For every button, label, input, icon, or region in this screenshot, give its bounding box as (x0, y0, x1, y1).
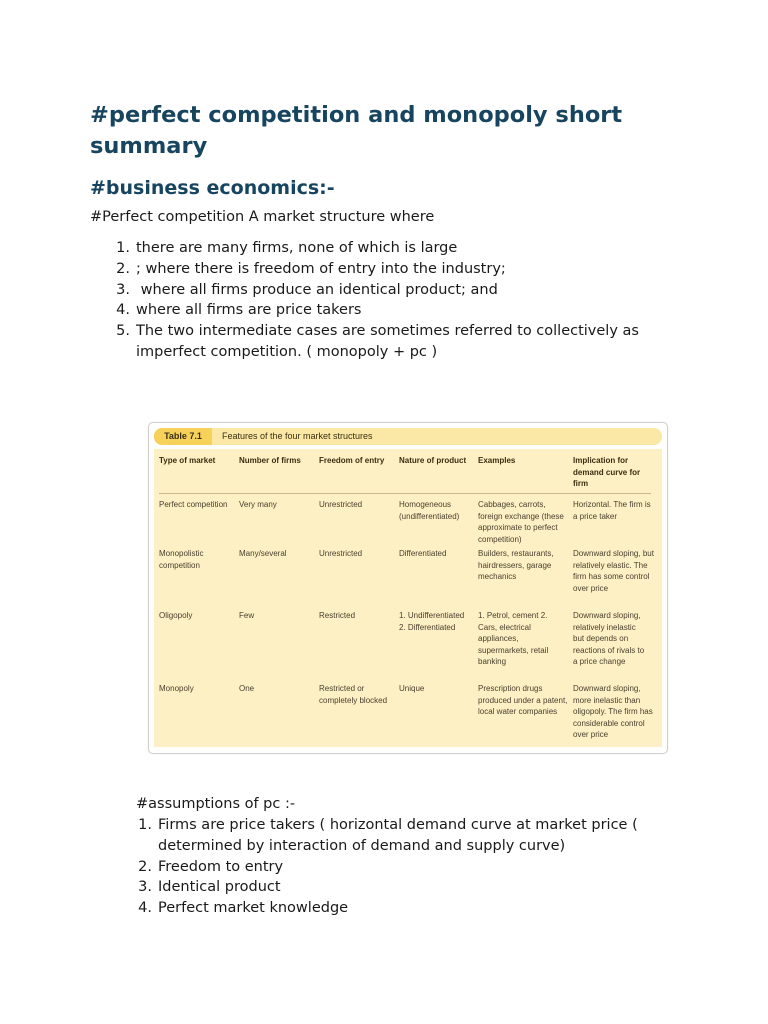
table-cell: Builders, restaurants, hairdressers, garage mechanics (478, 549, 554, 581)
list-item (138, 898, 698, 919)
market-structure-list (116, 238, 696, 363)
list-text: where all firms produce an identical product; and (136, 281, 498, 298)
section-heading: #business economics:- (90, 177, 335, 199)
list-item (138, 815, 698, 857)
list-text: Perfect market knowledge (158, 900, 349, 917)
table-cell: Unrestricted (319, 500, 363, 509)
page-title: #perfect competition and monopoly short summary (90, 102, 623, 159)
list-number: 4. (116, 302, 130, 319)
table-cell: Unrestricted (319, 549, 363, 558)
table-cell: Downward sloping, relatively inelastic but depends on reactions of rivals to a price change (573, 611, 645, 666)
list-text: Identical product (158, 879, 281, 896)
table-cell: Homogeneous (undifferentiated) (399, 500, 460, 521)
table-header-cell: Examples (478, 456, 516, 465)
table-header-rule (159, 493, 651, 494)
list-number: 3. (138, 879, 152, 896)
table-header-cell: Number of firms (239, 456, 301, 465)
table-cell: One (239, 684, 255, 693)
table-cell: Cabbages, carrots, foreign exchange (these approximate to perfect competition) (478, 500, 564, 544)
list-item (116, 321, 696, 363)
list-number: 5. (116, 323, 130, 340)
table-cell: Unique (399, 684, 425, 693)
table-caption: Features of the four market structures (222, 431, 373, 441)
assumptions-list (138, 815, 698, 919)
table-cell: Many/several (239, 549, 287, 558)
table-cell: Downward sloping, but relatively elastic. The firm has some control over price (573, 549, 654, 593)
list-text: where all firms are price takers (136, 302, 362, 319)
table-header-cell: Nature of product (399, 456, 467, 465)
table-cell: Monopoly (159, 684, 194, 693)
list-item (116, 259, 696, 280)
table-body (154, 449, 662, 747)
table-header-cell: Type of market (159, 456, 216, 465)
table-cell: Perfect competition (159, 500, 228, 509)
list-item (116, 300, 696, 321)
table-cell: Restricted (319, 611, 356, 620)
list-number: 4. (138, 900, 152, 917)
table-cell: Monopolistic competition (159, 549, 204, 570)
list-text: ; where there is freedom of entry into the industry; (136, 260, 506, 277)
list-item (116, 280, 696, 301)
table-cell: Prescription drugs produced under a patent, local water companies (478, 684, 568, 716)
table-number: Table 7.1 (154, 428, 212, 445)
list-item (116, 238, 696, 259)
list-number: 3. (116, 281, 130, 298)
list-text: The two intermediate cases are sometimes referred to collectively as imperfect competition. ( monopoly + pc ) (136, 323, 639, 360)
list-text: Firms are price takers ( horizontal demand curve at market price ( determined by interaction of demand and supply curve) (158, 817, 638, 854)
list-text: there are many firms, none of which is large (136, 240, 458, 256)
list-text: Freedom to entry (158, 858, 284, 875)
table-header-cell: Freedom of entry (319, 456, 385, 465)
table-cell: Differentiated (399, 549, 447, 558)
table-cell: Very many (239, 500, 277, 509)
table-cell: 1. Undifferentiated 2. Differentiated (399, 611, 465, 632)
table-header-cell: Implication for demand curve for firm (573, 456, 641, 488)
table-cell: 1. Petrol, cement 2. Cars, electrical appliances, supermarkets, retail banking (478, 611, 549, 666)
table-cell: Few (239, 611, 255, 620)
table-banner (154, 428, 662, 445)
table-cell: Horizontal. The firm is a price taker (573, 500, 651, 521)
list-number: 2. (116, 260, 130, 277)
list-number: 1. (116, 240, 130, 256)
intro-paragraph: #Perfect competition A market structure where (90, 209, 435, 225)
table-cell: Oligopoly (159, 611, 193, 620)
assumptions-heading: #assumptions of pc :- (136, 796, 296, 812)
list-item (138, 877, 698, 898)
list-item (138, 857, 698, 878)
list-number: 1. (138, 817, 152, 833)
market-structures-table-image (148, 422, 668, 754)
table-cell: Downward sloping, more inelastic than oligopoly. The firm has considerable control over price (573, 684, 653, 739)
list-number: 2. (138, 858, 152, 875)
table-cell: Restricted or completely blocked (319, 684, 388, 705)
